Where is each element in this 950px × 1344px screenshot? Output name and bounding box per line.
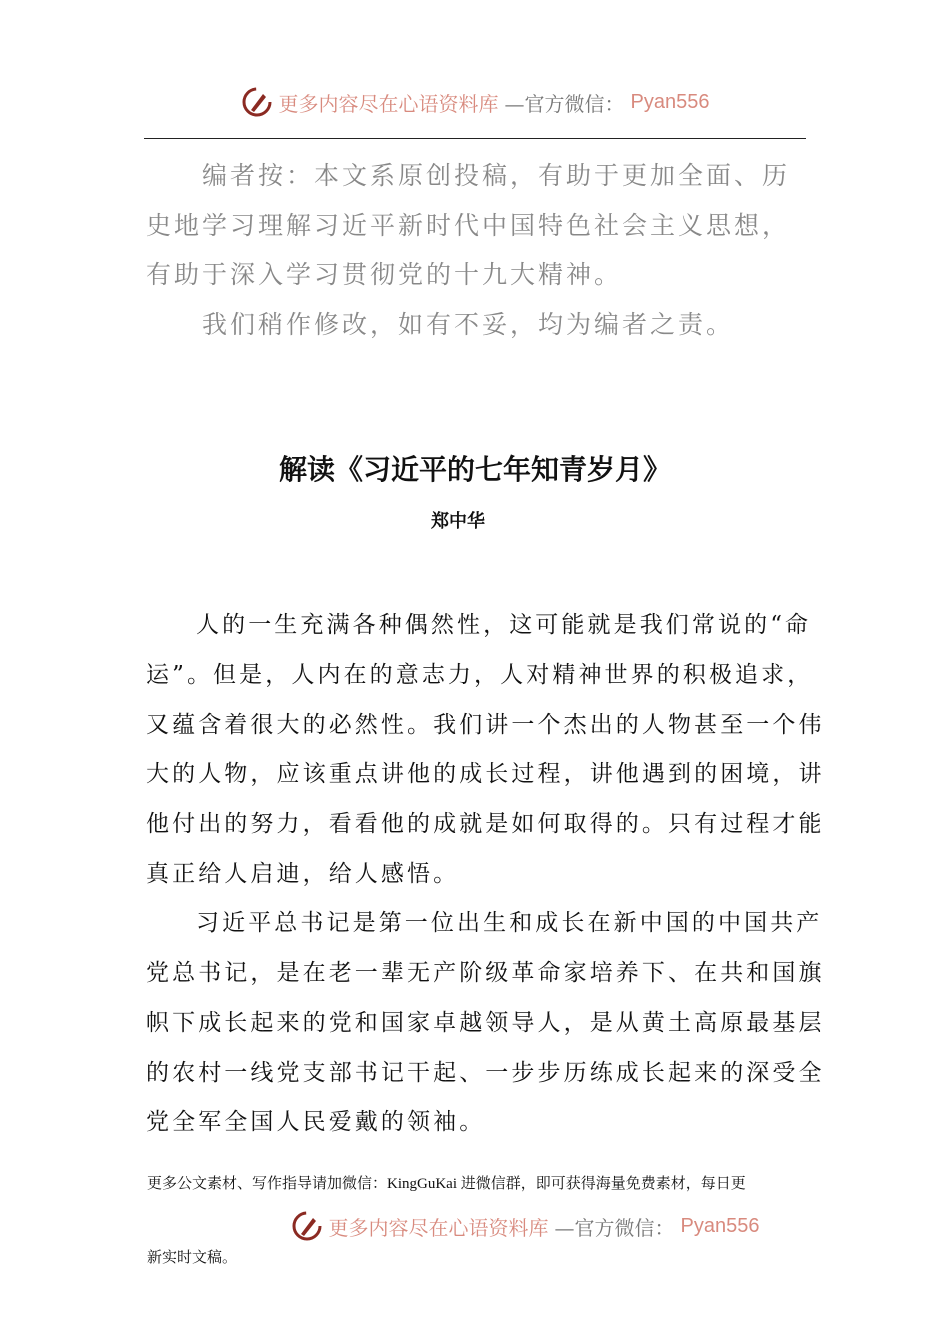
footer-banner: [50, 1210, 950, 1242]
note-line: 编者按：本文系原创投稿，有助于更加全面、历: [202, 161, 791, 190]
footer-promo-line: 更多公文素材、写作指导请加微信：KingGuKai 进微信群，即可获得海量免费素材，每日更: [147, 1176, 746, 1192]
banner-wechat-id: Pyan556: [680, 1214, 760, 1237]
note-line: 我们稍作修改，如有不妥，均为编者之责。: [202, 310, 735, 339]
pen-logo-icon: [241, 86, 273, 118]
note-line: 有助于深入学习贯彻党的十九大精神。: [146, 260, 623, 289]
body-line: 帜下成长起来的党和国家卓越领导人，是从黄土高原最基层: [146, 1010, 825, 1036]
body-line: 他付出的努力，看看他的成就是如何取得的。只有过程才能: [146, 811, 825, 837]
note-line: 史地学习理解习近平新时代中国特色社会主义思想，: [146, 211, 791, 240]
banner-text: 更多内容尽在心语资料库: [328, 1215, 549, 1240]
body-line: 的农村一线党支部书记干起、一步步历练成长起来的深受全: [146, 1060, 825, 1086]
body-line: 党全军全国人民爱戴的领袖。: [146, 1109, 486, 1135]
banner-wechat-label: —官方微信：: [554, 1215, 675, 1240]
body-line: 运”。但是，人内在的意志力，人对精神世界的积极追求，: [146, 662, 814, 688]
body-line: 人的一生充满各种偶然性，这可能就是我们常说的“命: [196, 612, 812, 638]
body-line: 大的人物，应该重点讲他的成长过程，讲他遇到的困境，讲: [146, 761, 825, 787]
article-title: 解读《习近平的七年知青岁月》: [278, 453, 671, 486]
body-line: 习近平总书记是第一位出生和成长在新中国的中国共产: [196, 910, 823, 936]
article-author: 郑中华: [431, 511, 485, 532]
body-line: 真正给人启迪，给人感悟。: [146, 861, 460, 887]
banner-wechat-id: Pyan556: [630, 90, 710, 113]
body-line: 党总书记，是在老一辈无产阶级革命家培养下、在共和国旗: [146, 960, 825, 986]
body-line: 又蕴含着很大的必然性。我们讲一个杰出的人物甚至一个伟: [146, 712, 825, 738]
banner-wechat-label: —官方微信：: [504, 91, 625, 116]
pen-logo-icon: [291, 1210, 323, 1242]
banner-text: 更多内容尽在心语资料库: [278, 91, 499, 116]
footer-promo-line-2: 新实时文稿。: [147, 1250, 238, 1266]
header-divider: [144, 138, 806, 139]
header-banner: [0, 86, 950, 118]
